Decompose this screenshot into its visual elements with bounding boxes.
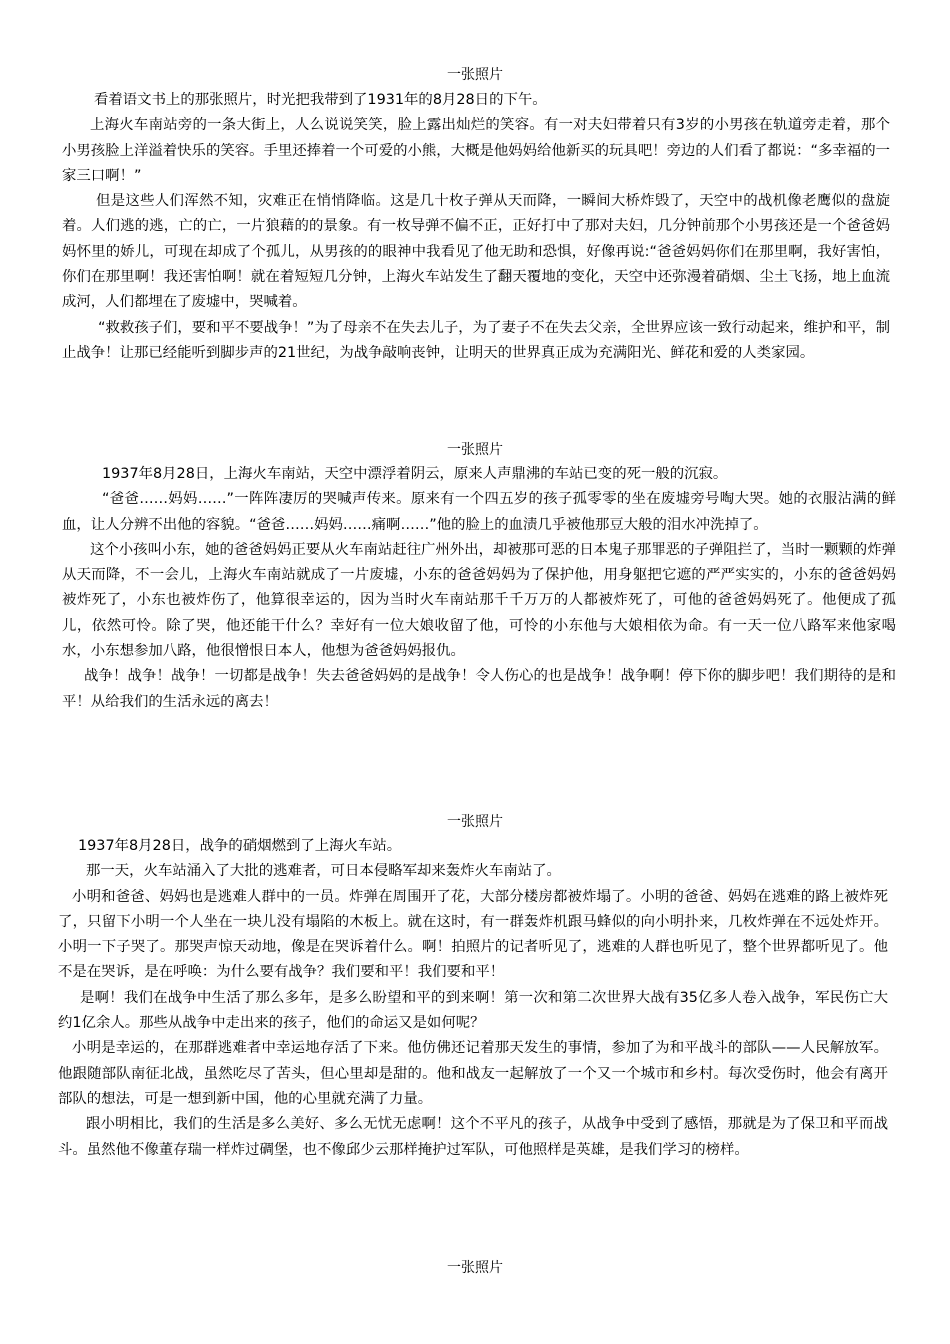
essay-1-paragraph-2: 上海火车南站旁的一条大街上，人么说说笑笑，脸上露出灿烂的笑容。有一对夫妇带着只有3岁的小男孩在轨道旁走着，那个小男孩脸上洋溢着快乐的笑容。手里还捧着一个可爱的小熊，大概是他妈妈给他新买的玩具吧！旁边的人们看了都说：“多幸福的一家三口啊！” xyxy=(62,117,890,184)
essay-2-paragraph-3: 这个小孩叫小东，她的爸爸妈妈正要从火车南站赶往广州外出，却被那可恶的日本鬼子那罪恶的子弹阻拦了，当时一颗颗的炸弹从天而降，不一会儿，上海火车南站就成了一片废墟，小东的爸爸妈妈为了保护他，用身躯把它遮的严严实实的，小东的爸爸妈妈被炸死了，小东也被炸伤了，他算很幸运的，因为当时火车南站那千千万万的人都被炸死了，可他的爸爸妈妈死了。他便成了孤儿，依然可怜。除了哭，他还能干什么？幸好有一位大娘收留了他，可怜的小东他与大娘相依为命。有一天一位八路军来他家喝水，小东想参加八路，他很憎恨日本人，他想为爸爸妈妈报仇。 xyxy=(62,541,896,660)
essay-2-paragraph-4: 战争！战争！战争！一切都是战争！失去爸爸妈妈的是战争！令人伤心的也是战争！战争啊！停下你的脚步吧！我们期待的是和平！从给我们的生活永远的离去！ xyxy=(62,668,896,710)
essay-1-title: 一张照片 xyxy=(447,67,503,83)
essay-1-paragraph-1: 看着语文书上的那张照片，时光把我带到了1931年的8月28日的下午。 xyxy=(94,92,547,108)
essay-3-title: 一张照片 xyxy=(447,814,503,830)
essay-3-paragraph-4: 是啊！我们在战争中生活了那么多年，是多么盼望和平的到来啊！第一次和第二次世界大战有35亿多人卷入战争，军民伤亡大约1亿余人。那些从战争中走出来的孩子，他们的命运又是如何呢？ xyxy=(58,989,888,1032)
essay-1-paragraph-4: “救救孩子们，要和平不要战争！”为了母亲不在失去儿子，为了妻子不在失去父亲，全世界应该一致行动起来，维护和平，制止战争！让那已经能听到脚步声的21世纪，为战争敲响丧钟，让明天的世界真正成为充满阳光、鲜花和爱的人类家园。 xyxy=(62,319,891,361)
essay-3-paragraph-1: 1937年8月28日，战争的硝烟燃到了上海火车站。 xyxy=(78,838,402,854)
essay-3-paragraph-3: 小明和爸爸、妈妈也是逃难人群中的一员。炸弹在周围开了花，大部分楼房都被炸塌了。小明的爸爸、妈妈在逃难的路上被炸死了，只留下小明一个人坐在一块儿没有塌陷的木板上。就在这时，有一群轰炸机跟马蜂似的向小明扑来，几枚炸弹在不远处炸开。小明一下子哭了。那哭声惊天动地，像是在哭诉着什么。啊！拍照片的记者听见了，逃难的人群也听见了，整个世界都听见了。他不是在哭诉，是在呼唤：为什么要有战争？我们要和平！我们要和平！ xyxy=(58,888,888,981)
essay-2-body xyxy=(62,462,896,715)
essay-3-paragraph-6: 跟小明相比，我们的生活是多么美好、多么无忧无虑啊！这个不平凡的孩子，从战争中受到了感悟，那就是为了保卫和平而战斗。虽然他不像董存瑞一样炸过碉堡，也不像邱少云那样掩护过军队，可他照样是英雄，是我们学习的榜样。 xyxy=(58,1116,888,1158)
essay-3-paragraph-5: 小明是幸运的，在那群逃难者中幸运地存活了下来。他仿佛还记着那天发生的事情，参加了为和平战斗的部队——人民解放军。他跟随部队南征北战，虽然吃尽了苦头，但心里却是甜的。他和战友一起解放了一个又一个城市和乡村。每次受伤时，他会有离开部队的想法，可是一想到新中国，他的心里就充满了力量。 xyxy=(58,1040,888,1107)
essay-1-body xyxy=(62,88,890,366)
essay-1-paragraph-3: 但是这些人们浑然不知，灾难正在悄悄降临。这是几十枚子弹从天而降，一瞬间大桥炸毁了，天空中的战机像老鹰似的盘旋着。人们逃的逃，亡的亡，一片狼藉的的景象。有一枚导弹不偏不正，正好打中了那对夫妇，几分钟前那个小男孩还是一个爸爸妈妈怀里的娇儿，可现在却成了个孤儿，从男孩的的眼神中我看见了他无助和恐惧，好像再说:“爸爸妈妈你们在那里啊，我好害怕，你们在那里啊！我还害怕啊！就在着短短几分钟，上海火车站发生了翻天覆地的变化，天空中还弥漫着硝烟、尘土飞扬，地上血流成河，人们都埋在了废墟中，哭喊着。 xyxy=(62,193,890,311)
essay-2-paragraph-1: 1937年8月28日，上海火车南站，天空中漂浮着阴云，原来人声鼎沸的车站已变的死一般的沉寂。 xyxy=(102,466,728,482)
essay-2-paragraph-2: “爸爸……妈妈……”一阵阵凄厉的哭喊声传来。原来有一个四五岁的孩子孤零零的坐在废墟旁号啕大哭。她的衣服沾满的鲜血，让人分辨不出他的容貌。“爸爸……妈妈……痛啊……”他的脸上的血渍几乎被他那豆大般的泪水冲洗掉了。 xyxy=(62,491,896,533)
essay-4-title: 一张照片 xyxy=(447,1260,503,1276)
essay-3-body xyxy=(58,834,888,1163)
essay-3-paragraph-2: 那一天，火车站涌入了大批的逃难者，可日本侵略军却来轰炸火车南站了。 xyxy=(86,863,561,880)
essay-2-title: 一张照片 xyxy=(447,442,503,458)
